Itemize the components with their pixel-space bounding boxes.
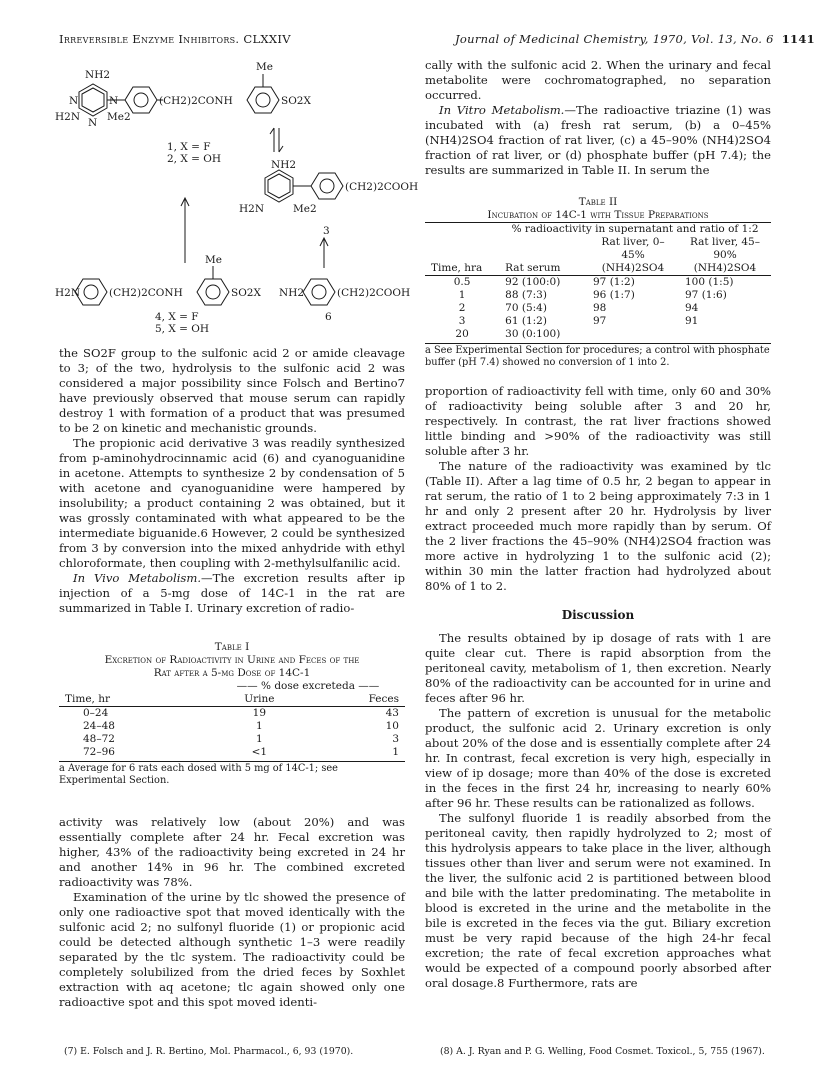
table-cell: 0.5	[453, 276, 471, 288]
table-1-caption-line-1: Excretion of Radioactivity in Urine and Feces of the	[104, 654, 360, 666]
c1-so2x: SO2X	[281, 95, 311, 107]
table-cell: 24–48	[83, 720, 115, 732]
footnote-8: (8) A. J. Ryan and P. G. Welling, Food Cosmet. Toxicol., 5, 755 (1967).	[440, 1046, 765, 1057]
c3-me2: Me2	[293, 203, 317, 215]
table-cell: 97 (1:2)	[593, 276, 635, 288]
table-2	[425, 196, 771, 369]
compound-1-label: 1, X = F	[167, 141, 211, 153]
table-cell: 30 (0:100)	[505, 328, 561, 340]
table-1	[59, 641, 405, 787]
table-1-title: Table I	[214, 641, 250, 653]
c4-so2x: SO2X	[231, 287, 261, 299]
right-paragraph-4: The nature of the radioactivity was examined by tlc (Table II). After a lag time of 0.5 hr, 2 began to appear in rat serum, the ratio of 1 to 2 being approximately 7:3 in 1 hr and only 2 present after 20 hr. Hydrolysis by liver extract proceeded much more rapidly than by serum. Of the 2 liver fractions the 45–90% (NH4)2SO4 fraction was more active in hydrolyzing 1 to the sulfonic acid (2); within 30 min the latter fraction had hydrolyzed about 80% of 1 to 2.	[425, 459, 771, 593]
table-cell: 96 (1:7)	[593, 289, 635, 301]
c6-nh2: NH2	[279, 287, 305, 299]
table-cell	[679, 328, 771, 341]
right-column-upper	[425, 58, 771, 178]
table-cell: 97 (1:6)	[685, 289, 727, 301]
compound-2-label: 2, X = OH	[167, 153, 222, 165]
table-cell: 100 (1:5)	[685, 276, 734, 288]
left-column-upper	[59, 346, 405, 616]
table-cell: 2	[458, 302, 466, 314]
right-paragraph-3: proportion of radioactivity fell with time, only 60 and 30% of radioactivity being soluble after 3 and 20 hr, respectively. In contrast, the rat liver fractions showed little binding and >90% of the radioactivity was still soluble after 3 hr.	[425, 384, 771, 458]
in-vivo-body: —The excretion results after ip injection of a 5-mg dose of 14C-1 in the rat are summarized in Table I. Urinary excretion of radio-	[59, 571, 406, 615]
table-1-header-time: Time, hr	[65, 693, 110, 705]
table-row	[59, 720, 405, 733]
chemical-scheme	[55, 58, 430, 340]
c1-h2n: H2N	[55, 111, 81, 123]
c4-h2n: H2N	[55, 287, 81, 299]
table-cell: 20	[455, 328, 469, 340]
in-vivo-heading: In Vivo Metabolism.	[73, 571, 202, 585]
right-paragraph-2	[425, 103, 771, 178]
table-1-header-urine: Urine	[244, 693, 275, 705]
journal-citation: Journal of Medicinal Chemistry, 1970, Vol. 13, No. 6	[455, 32, 774, 46]
c1-n1: N	[69, 95, 79, 107]
table-row	[59, 707, 405, 721]
table-cell: 91	[685, 315, 699, 327]
discussion-paragraph-1: The results obtained by ip dosage of rats with 1 are quite clear cut. There is rapid absorption from the peritoneal cavity, metabolism of 1, then excretion. Nearly 80% of the radioactivity can be accounted for in urine and feces after 96 hr.	[425, 631, 771, 705]
c1-n3: N	[88, 117, 98, 129]
table-1-caption-line-2: Rat after a 5-mg Dose of 14C-1	[153, 667, 311, 679]
table-cell: 1	[256, 733, 263, 745]
table-2-header-serum: Rat serum	[505, 262, 561, 274]
table-cell: 48–72	[83, 733, 115, 745]
table-2-header-liver-0-45: Rat liver, 0–45% (NH4)2SO4	[601, 236, 665, 274]
table-cell: 19	[252, 707, 267, 719]
table-row	[425, 276, 771, 290]
table-cell: 1	[458, 289, 466, 301]
c3-nh2: NH2	[271, 159, 297, 171]
c3-chain: (CH2)2COOH	[345, 181, 419, 193]
table-row	[425, 315, 771, 328]
c1-chain: (CH2)2CONH	[159, 95, 233, 107]
compound-3-label: 3	[323, 225, 330, 237]
table-row	[425, 302, 771, 315]
table-cell: 1	[256, 720, 263, 732]
table-cell: 3	[392, 733, 399, 745]
table-1-span-header: —— % dose excreteda ——	[236, 680, 380, 692]
table-row	[425, 289, 771, 302]
left-column-lower	[59, 815, 405, 1010]
table-cell: 43	[385, 707, 399, 719]
table-cell: 10	[385, 720, 399, 732]
left-paragraph-5: Examination of the urine by tlc showed the presence of only one radioactive spot that moved identically with the sulfonic acid 2; no sulfonyl fluoride (1) or propionic acid could be detected although synthetic 1–3 were readily separated by the tlc system. The radioactivity could be completely solubilized from the dried feces by Soxhlet extraction with aq acetone; tlc again showed only one radioactive spot and this spot moved identi-	[59, 890, 405, 1009]
right-column-lower	[425, 631, 771, 991]
table-cell: <1	[251, 746, 268, 758]
table-cell: 88 (7:3)	[505, 289, 547, 301]
compound-5-label: 5, X = OH	[155, 323, 210, 335]
table-cell	[587, 328, 679, 341]
discussion-heading: Discussion	[561, 608, 635, 622]
c1-nh2: NH2	[85, 69, 111, 81]
left-paragraph-4: activity was relatively low (about 20%) and was essentially complete after 24 hr. Fecal excretion was higher, 43% of the radioactivity being excreted in 24 hr and another 14% in 96 hr. The combined excreted radioactivity was 78%.	[59, 815, 405, 889]
c1-methyl: Me	[256, 61, 273, 73]
table-cell: 70 (5:4)	[505, 302, 547, 314]
table-2-caption: Incubation of 14C-1 with Tissue Preparations	[487, 209, 709, 221]
c4-methyl: Me	[205, 254, 222, 266]
table-cell: 94	[685, 302, 699, 314]
table-cell: 98	[593, 302, 607, 314]
discussion-paragraph-3: The sulfonyl fluoride 1 is readily absorbed from the peritoneal cavity, then rapidly hydrolyzed to 2; most of this hydrolysis appears to take place in the liver, although tissues other than liver and serum were not examined. In the liver, the sulfonic acid 2 is partitioned between blood and bile with the latter predominating. The metabolite in blood is excreted in the urine and the metabolite in the bile is excreted in the feces via the gut. Biliary excretion must be very rapid because of the high 24-hr fecal excretion; the rate of fecal excretion approaches what would be expected of a compound poorly absorbed after oral dosage.8 Furthermore, rats are	[425, 811, 771, 990]
table-cell: 92 (100:0)	[505, 276, 561, 288]
table-cell: 3	[458, 315, 466, 327]
table-2-span-header: % radioactivity in supernatant and ratio of 1:2	[511, 223, 759, 235]
c1-me2: Me2	[107, 111, 131, 123]
running-header-left: Irreversible Enzyme Inhibitors. CLXXIV	[59, 32, 291, 46]
c6-chain: (CH2)2COOH	[337, 287, 411, 299]
table-2-header-time: Time, hra	[431, 262, 483, 274]
right-paragraph-1: cally with the sulfonic acid 2. When the urinary and fecal metabolite were cochromatographed, no separation occurred.	[425, 58, 771, 102]
compound-6-label: 6	[325, 311, 332, 323]
c3-h2n: H2N	[239, 203, 265, 215]
table-row	[59, 733, 405, 746]
table-1-header-feces: Feces	[368, 693, 399, 705]
left-paragraph-1: the SO2F group to the sulfonic acid 2 or amide cleavage to 3; of the two, hydrolysis to the sulfonic acid 2 was considered a major possibility since Folsch and Bertino7 have previously observed that mouse serum can rapidly destroy 1 with formation of a product that was presumed to be 2 on kinetic and mechanistic grounds.	[59, 346, 405, 435]
table-cell: 97	[593, 315, 607, 327]
in-vitro-heading: In Vitro Metabolism.	[439, 103, 565, 117]
left-paragraph-2: The propionic acid derivative 3 was readily synthesized from p-aminohydrocinnamic acid (6) and cyanoguanidine in acetone. Attempts to synthesize 2 by condensation of 5 with acetone and cyanoguanidine were hampered by insolubility; a product containing 2 was obtained, but it was grossly contaminated with what appeared to be the intermediate biguanide.6 However, 2 could be synthesized from 3 by conversion into the mixed anhydride with ethyl chloroformate, then coupling with 2-methylsulfanilic acid.	[59, 436, 405, 570]
table-1-footnote: a Average for 6 rats each dosed with 5 mg of 14C-1; see Experimental Section.	[59, 761, 405, 787]
table-2-footnote: a See Experimental Section for procedures; a control with phosphate buffer (pH 7.4) showed no conversion of 1 into 2.	[425, 345, 770, 368]
footnote-7: (7) E. Folsch and J. R. Bertino, Mol. Pharmacol., 6, 93 (1970).	[64, 1046, 354, 1057]
discussion-paragraph-2: The pattern of excretion is unusual for the metabolic product, the sulfonic acid 2. Urinary excretion is only about 20% of the dose and is essentially complete after 24 hr. In contrast, fecal excretion is very high, especially in view of ip dosage; more than 40% of the dose is excreted in the feces in the first 24 hr, increasing to nearly 60% after 96 hr. These results can be rationalized as follows.	[425, 706, 771, 810]
running-header-right	[455, 32, 815, 46]
right-column-middle	[425, 384, 771, 594]
c4-chain: (CH2)2CONH	[109, 287, 183, 299]
c1-n2: N	[109, 95, 119, 107]
compound-4-label: 4, X = F	[155, 311, 199, 323]
in-vitro-body: —The radioactive triazine (1) was incubated with (a) fresh rat serum, (b) a 0–45% (NH4)2SO4 fraction of rat liver, (c) a 45–90% (NH4)2SO4 fraction of rat liver, or (d) phosphate buffer (pH 7.4); the results are summarized in Table II. In serum the	[425, 103, 771, 177]
table-cell: 1	[392, 746, 399, 758]
table-row	[425, 328, 771, 341]
table-cell: 61 (1:2)	[505, 315, 547, 327]
page-number: 1141	[781, 32, 815, 46]
left-paragraph-3	[59, 571, 405, 616]
table-cell: 72–96	[83, 746, 115, 758]
table-row	[59, 746, 405, 759]
table-2-header-liver-45-90: Rat liver, 45–90% (NH4)2SO4	[690, 236, 760, 274]
table-cell: 0–24	[83, 707, 109, 719]
table-2-title: Table II	[578, 196, 618, 208]
